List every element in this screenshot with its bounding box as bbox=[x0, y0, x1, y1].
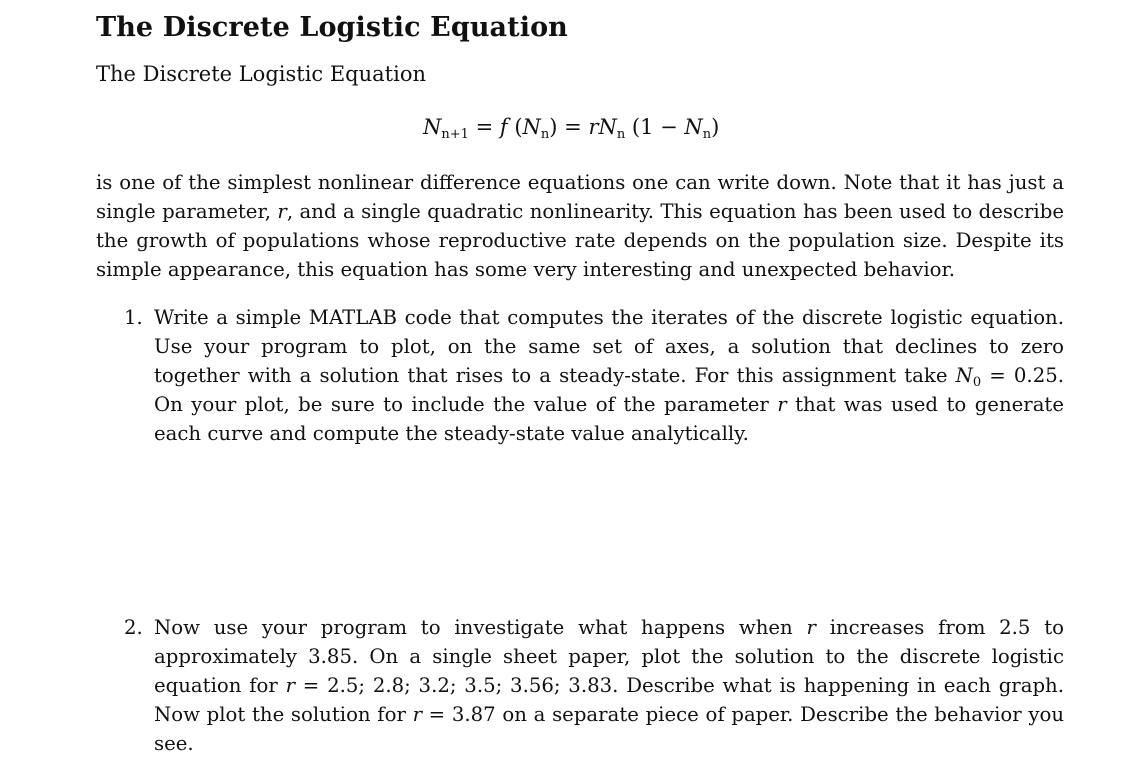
item2-part-4: = 3.87 on a separate piece of paper. Describe the behavior you see. bbox=[154, 703, 1065, 755]
intro-line: The Discrete Logistic Equation bbox=[96, 62, 426, 86]
item2-r3: r bbox=[412, 703, 422, 726]
item2-part-1: Now use your program to investigate what happens when bbox=[154, 616, 807, 639]
eq-inner-sub: n bbox=[702, 127, 712, 142]
item2-part-3: = 2.5; 2.8; 3.2; 3.5; 3.56; 3.83. Describe what is happening in each graph. Now plot the solution for bbox=[154, 674, 1064, 726]
item2-r1: r bbox=[806, 616, 816, 639]
eq-arg-var: N bbox=[522, 115, 541, 139]
item1-part-3: that was used to generate each curve and compute the steady-state value analytically. bbox=[154, 393, 1064, 445]
eq-arg-sub: n bbox=[540, 127, 550, 142]
eq-f: f bbox=[499, 115, 508, 139]
eq-rhs-sub: n bbox=[616, 127, 626, 142]
item1-part-2: = 0.25. On your plot, be sure to include the value of the parameter bbox=[154, 364, 1064, 416]
item1-r: r bbox=[777, 393, 787, 416]
eq-paren-open: ( bbox=[507, 115, 523, 139]
eq-rhs-var: N bbox=[598, 115, 617, 139]
logistic-equation bbox=[423, 115, 720, 142]
item2-part-2: increases from 2.5 to approximately 3.85. On a single sheet paper, plot the solution to the discrete logistic equation for bbox=[154, 616, 1064, 697]
list-item bbox=[96, 613, 1064, 758]
para-r: r bbox=[277, 200, 287, 223]
item2-r2: r bbox=[285, 674, 295, 697]
item1-part-1: Write a simple MATLAB code that computes the iterates of the discrete logistic equation. Use your program to plot, on the same set of axes, a solution that declines to zero together with a solution that rises to a steady-state. For this assignment take bbox=[154, 306, 1064, 387]
eq-factor-close: ) bbox=[711, 115, 720, 139]
eq-lhs-sub: n+1 bbox=[441, 127, 469, 142]
eq-equals-2: = bbox=[557, 115, 589, 139]
eq-inner-var: N bbox=[684, 115, 703, 139]
list-item-number: 2. bbox=[124, 616, 143, 639]
para-part-2: , and a single quadratic nonlinearity. This equation has been used to describe the growth of populations whose reproductive rate depends on the population size. Despite its simple appearance, this equation has some very interesting and unexpected behavior. bbox=[96, 200, 1064, 281]
page-title: The Discrete Logistic Equation bbox=[96, 12, 568, 43]
eq-equals-1: = bbox=[468, 115, 500, 139]
item1-var: N bbox=[955, 364, 973, 387]
list-item-text bbox=[154, 613, 1064, 758]
eq-factor-open: (1 − bbox=[625, 115, 685, 139]
list-item bbox=[96, 303, 1064, 448]
eq-lhs-var: N bbox=[423, 115, 442, 139]
eq-r: r bbox=[588, 115, 599, 139]
eq-paren-close: ) bbox=[549, 115, 558, 139]
list-item-number: 1. bbox=[124, 306, 143, 329]
description-paragraph bbox=[96, 168, 1064, 284]
para-part-1: is one of the simplest nonlinear difference equations one can write down. Note that it has just a single parameter, bbox=[96, 171, 1064, 223]
item1-sub: 0 bbox=[972, 375, 982, 390]
list-item-text bbox=[154, 303, 1064, 448]
document-page bbox=[96, 0, 1065, 755]
